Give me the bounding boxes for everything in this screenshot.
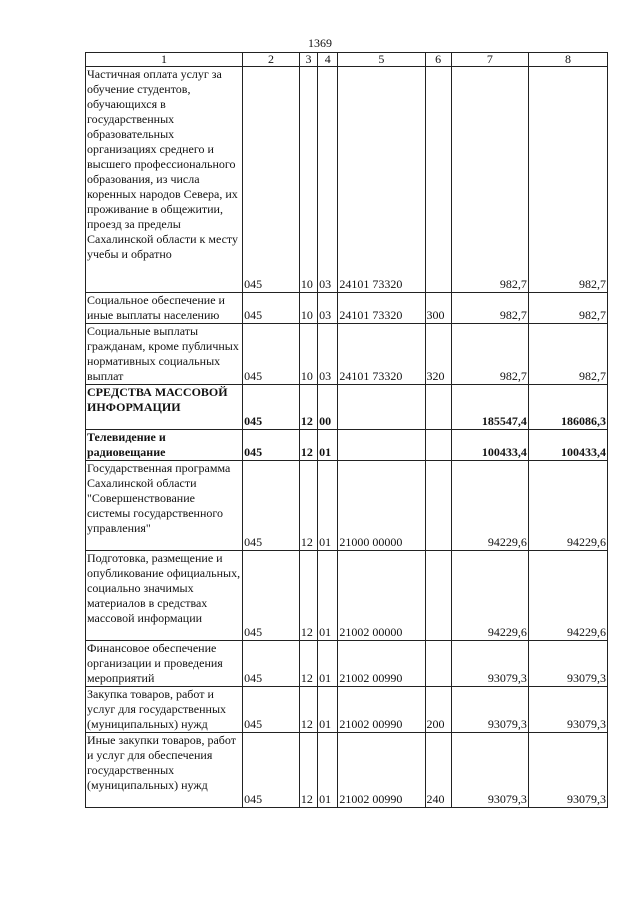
column-header: 6 [425, 53, 451, 67]
table-cell-section: 10 [299, 67, 317, 293]
table-cell-amount-year-2: 186086,3 [528, 385, 607, 430]
table-header-row [86, 53, 608, 67]
table-cell-name: Финансовое обеспечение организации и проведения мероприятий [86, 641, 243, 687]
table-cell-admin-code: 045 [243, 733, 300, 808]
table-cell-amount-year-2: 94229,6 [528, 551, 607, 641]
table-cell-section: 12 [299, 641, 317, 687]
table-cell-admin-code: 045 [243, 385, 300, 430]
table-cell-target-article: 21000 00000 [338, 461, 425, 551]
table-cell-section: 12 [299, 551, 317, 641]
table-cell-amount-year-1: 94229,6 [451, 461, 528, 551]
table-cell-target-article: 24101 73320 [338, 324, 425, 385]
table-cell-target-article: 24101 73320 [338, 293, 425, 324]
table-cell-expense-type [425, 461, 451, 551]
table-cell-subsection: 01 [318, 733, 338, 808]
table-cell-section: 12 [299, 461, 317, 551]
table-cell-admin-code: 045 [243, 324, 300, 385]
table-cell-expense-type [425, 551, 451, 641]
table-cell-amount-year-2: 93079,3 [528, 687, 607, 733]
table-cell-name: Социальные выплаты гражданам, кроме публичных нормативных социальных выплат [86, 324, 243, 385]
table-cell-amount-year-1: 100433,4 [451, 430, 528, 461]
table-cell-subsection: 03 [318, 67, 338, 293]
table-cell-target-article: 21002 00990 [338, 641, 425, 687]
table-row [86, 551, 608, 641]
page-number: 1369 [308, 36, 332, 50]
budget-table [85, 52, 608, 808]
table-row [86, 733, 608, 808]
column-header: 3 [299, 53, 317, 67]
table-cell-amount-year-1: 982,7 [451, 324, 528, 385]
column-header: 5 [338, 53, 425, 67]
table-cell-amount-year-1: 982,7 [451, 293, 528, 324]
table-cell-target-article: 21002 00990 [338, 733, 425, 808]
table-cell-amount-year-2: 93079,3 [528, 641, 607, 687]
table-cell-name: Государственная программа Сахалинской области "Совершенствование системы государственного управления" [86, 461, 243, 551]
table-cell-admin-code: 045 [243, 293, 300, 324]
table-cell-expense-type [425, 385, 451, 430]
table-cell-name: Закупка товаров, работ и услуг для государственных (муниципальных) нужд [86, 687, 243, 733]
column-header: 2 [243, 53, 300, 67]
table-row [86, 324, 608, 385]
table-cell-expense-type: 240 [425, 733, 451, 808]
table-cell-amount-year-2: 982,7 [528, 293, 607, 324]
column-header: 8 [528, 53, 607, 67]
table-cell-section: 12 [299, 733, 317, 808]
table-row [86, 67, 608, 293]
table-cell-subsection: 01 [318, 687, 338, 733]
column-header: 4 [318, 53, 338, 67]
table-cell-amount-year-2: 982,7 [528, 67, 607, 293]
table-cell-expense-type [425, 67, 451, 293]
table-cell-name: Социальное обеспечение и иные выплаты населению [86, 293, 243, 324]
table-cell-amount-year-1: 93079,3 [451, 733, 528, 808]
table-cell-target-article [338, 430, 425, 461]
table-cell-section: 12 [299, 385, 317, 430]
table-cell-subsection: 01 [318, 461, 338, 551]
table-cell-amount-year-1: 94229,6 [451, 551, 528, 641]
table-cell-expense-type [425, 641, 451, 687]
table-cell-subsection: 01 [318, 430, 338, 461]
table-cell-amount-year-1: 93079,3 [451, 687, 528, 733]
table-row [86, 687, 608, 733]
table-cell-amount-year-1: 93079,3 [451, 641, 528, 687]
table-row [86, 385, 608, 430]
table-cell-admin-code: 045 [243, 430, 300, 461]
table-cell-section: 12 [299, 430, 317, 461]
table-cell-expense-type: 200 [425, 687, 451, 733]
table-cell-subsection: 03 [318, 324, 338, 385]
table-cell-expense-type: 300 [425, 293, 451, 324]
table-cell-name: Телевидение и радиовещание [86, 430, 243, 461]
table-cell-subsection: 01 [318, 551, 338, 641]
table-cell-target-article: 24101 73320 [338, 67, 425, 293]
table-cell-subsection: 03 [318, 293, 338, 324]
table-cell-admin-code: 045 [243, 67, 300, 293]
table-cell-amount-year-1: 982,7 [451, 67, 528, 293]
table-row [86, 293, 608, 324]
table-cell-amount-year-2: 93079,3 [528, 733, 607, 808]
table-cell-amount-year-2: 94229,6 [528, 461, 607, 551]
table-cell-target-article: 21002 00990 [338, 687, 425, 733]
table-cell-name: Иные закупки товаров, работ и услуг для обеспечения государственных (муниципальных) нужд [86, 733, 243, 808]
table-cell-target-article [338, 385, 425, 430]
table-cell-name: СРЕДСТВА МАССОВОЙ ИНФОРМАЦИИ [86, 385, 243, 430]
table-cell-subsection: 01 [318, 641, 338, 687]
table-cell-expense-type: 320 [425, 324, 451, 385]
table-cell-admin-code: 045 [243, 551, 300, 641]
table-cell-expense-type [425, 430, 451, 461]
column-header: 7 [451, 53, 528, 67]
table-cell-name: Подготовка, размещение и опубликование официальных, социально значимых материалов в средствах массовой информации [86, 551, 243, 641]
table-cell-amount-year-2: 100433,4 [528, 430, 607, 461]
table-cell-admin-code: 045 [243, 687, 300, 733]
table-cell-section: 10 [299, 293, 317, 324]
table-cell-admin-code: 045 [243, 461, 300, 551]
table-cell-amount-year-1: 185547,4 [451, 385, 528, 430]
table-row [86, 641, 608, 687]
table-cell-admin-code: 045 [243, 641, 300, 687]
column-header: 1 [86, 53, 243, 67]
table-cell-target-article: 21002 00000 [338, 551, 425, 641]
table-cell-subsection: 00 [318, 385, 338, 430]
table-row [86, 461, 608, 551]
table-cell-name: Частичная оплата услуг за обучение студентов, обучающихся в государственных образовательных организациях среднего и высшего профессионального образования, из числа коренных народов Севера, их проживание в общежитии, проезд за пределы Сахалинской области к месту учебы и обратно [86, 67, 243, 293]
table-cell-section: 10 [299, 324, 317, 385]
table-row [86, 430, 608, 461]
table-cell-section: 12 [299, 687, 317, 733]
table-cell-amount-year-2: 982,7 [528, 324, 607, 385]
